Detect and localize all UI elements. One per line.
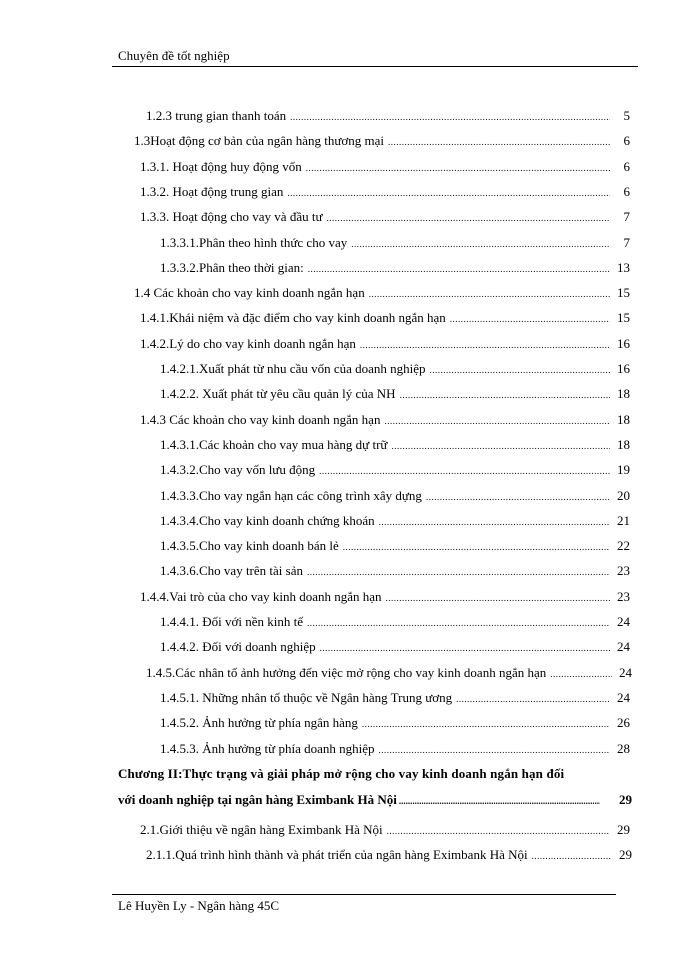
toc-dot-leader — [308, 262, 610, 276]
toc-entry-page: 16 — [617, 335, 630, 351]
toc-entry-title: 1.4.3.2.Cho vay vốn lưu động — [160, 462, 316, 478]
toc-entry-title: 1.3Hoạt động cơ bản của ngân hàng thương mại — [134, 133, 385, 149]
toc-entry-title: 1.4.2.2. Xuất phát từ yêu cầu quản lý của NH — [160, 386, 396, 402]
toc-dot-leader — [307, 616, 610, 630]
toc-entry-page: 23 — [617, 563, 630, 579]
toc-entry-title: 1.4.5.3. Ảnh hưởng từ phía doanh nghiệp — [160, 740, 375, 756]
toc-entry-title: 1.4.2.1.Xuất phát từ nhu cầu vốn của doanh nghiệp — [160, 361, 426, 376]
toc-entry-title: 1.3.1. Hoạt động huy động vốn — [140, 158, 302, 174]
toc-entry — [140, 330, 630, 352]
toc-entry-page: 6 — [623, 158, 630, 174]
footer-author: Lê Huyền Ly - Ngân hàng 45C — [118, 898, 280, 913]
toc-dot-leader — [426, 490, 610, 504]
toc-dot-leader — [456, 692, 610, 706]
toc-entry — [134, 127, 630, 149]
toc-entry-title: 1.4.2.Lý do cho vay kinh doanh ngắn hạn — [140, 335, 356, 351]
toc-entry — [160, 229, 630, 251]
toc-dot-leader — [327, 211, 610, 225]
toc-entry-page: 26 — [617, 715, 630, 731]
toc-entry-page: 6 — [623, 183, 630, 199]
toc-entry-title: 1.4.1.Khái niệm và đặc điểm cho vay kinh doanh ngắn hạn — [140, 310, 446, 326]
toc-entry — [134, 279, 630, 301]
toc-entry-title: 1.2.3 trung gian thanh toán — [146, 108, 287, 123]
toc-entry-page: 16 — [617, 361, 630, 376]
toc-entry-title: 1.4.3.4.Cho vay kinh doanh chứng khoán — [160, 512, 375, 528]
chapter-page: 29 — [619, 791, 632, 807]
toc-entry-title: 1.4.4.1. Đối với nền kinh tế — [160, 614, 303, 629]
footer-divider — [112, 894, 616, 895]
toc-entry-page: 24 — [619, 664, 632, 680]
chapter-title-line2-text: với doanh nghiệp tại ngân hàng Eximbank Hà Nội — [118, 791, 397, 807]
toc-dot-leader — [550, 667, 612, 681]
toc-entry-page: 19 — [617, 462, 630, 478]
toc-dot-leader — [319, 464, 610, 478]
document-title: Chuyên đề tốt nghiệp — [118, 48, 230, 63]
toc-dot-leader — [360, 338, 610, 352]
toc-entry — [160, 507, 630, 529]
toc-entry — [160, 456, 630, 478]
toc-entry-title: 1.4.5.2. Ảnh hưởng từ phía ngân hàng — [160, 715, 358, 731]
toc-entry-page: 13 — [617, 259, 630, 275]
toc-dot-leader — [399, 794, 600, 808]
toc-entry-page: 18 — [617, 386, 630, 402]
toc-dot-leader — [307, 565, 610, 579]
toc-entry — [146, 659, 632, 681]
toc-entry-page: 7 — [623, 209, 630, 225]
toc-entry — [160, 608, 630, 630]
toc-dot-leader — [387, 824, 610, 838]
toc-entry — [140, 178, 630, 200]
toc-dot-leader — [287, 186, 610, 200]
toc-entry-title: 1.4.3.6.Cho vay trên tài sản — [160, 563, 303, 579]
toc-entry-page: 15 — [617, 285, 630, 301]
toc-entry — [160, 684, 630, 706]
toc-entry — [140, 816, 630, 838]
toc-entry-page: 21 — [617, 512, 630, 528]
toc-entry-page: 24 — [617, 614, 630, 629]
toc-entry — [160, 633, 630, 655]
toc-entry-title: 1.4 Các khoản cho vay kinh doanh ngắn hạn — [134, 285, 365, 301]
toc-entry — [140, 406, 630, 428]
toc-dot-leader — [388, 135, 610, 149]
toc-dot-leader — [290, 110, 610, 124]
toc-entry — [160, 355, 630, 377]
toc-entry-title: 2.1.Giới thiệu về ngân hàng Eximbank Hà Nội — [140, 821, 383, 837]
toc-entry — [160, 735, 630, 757]
toc-dot-leader — [384, 414, 610, 428]
toc-entry — [160, 431, 630, 453]
toc-entry — [160, 254, 630, 276]
toc-entry-page: 18 — [617, 436, 630, 452]
toc-entry-page: 18 — [617, 411, 630, 427]
toc-entry-title: 1.4.5.Các nhân tố ảnh hưởng đến việc mở rộng cho vay kinh doanh ngắn hạn — [146, 664, 547, 680]
toc-dot-leader — [320, 641, 610, 655]
toc-dot-leader — [362, 717, 610, 731]
toc-entry — [146, 841, 632, 863]
toc-entry-title: 1.3.2. Hoạt động trung gian — [140, 183, 284, 199]
toc-entry-page: 23 — [617, 588, 630, 604]
toc-entry — [140, 203, 630, 225]
toc-dot-leader — [379, 743, 611, 757]
toc-entry — [160, 482, 630, 504]
toc-dot-leader — [430, 363, 610, 377]
toc-entry-title: 1.3.3.1.Phân theo hình thức cho vay — [160, 234, 348, 250]
toc-entry-page: 20 — [617, 487, 630, 503]
toc-entry-page: 29 — [619, 847, 632, 863]
toc-dot-leader — [450, 312, 610, 326]
toc-entry-title: 1.4.4.Vai trò của cho vay kinh doanh ngắn hạn — [140, 588, 382, 604]
toc-entry-page: 28 — [617, 740, 630, 756]
toc-entry — [160, 557, 630, 579]
toc-dot-leader — [532, 849, 612, 863]
toc-entry-title: 1.4.3.1.Các khoản cho vay mua hàng dự trữ — [160, 436, 388, 452]
toc-entry-page: 5 — [623, 108, 630, 123]
toc-entry-page: 24 — [617, 689, 630, 705]
toc-entry-title: 1.4.3.3.Cho vay ngắn hạn các công trình xây dựng — [160, 487, 422, 503]
toc-dot-leader — [369, 287, 610, 301]
toc-entry-title: 1.3.3.2.Phân theo thời gian: — [160, 259, 304, 275]
toc-dot-leader — [400, 388, 610, 402]
toc-entry — [160, 380, 630, 402]
toc-dot-leader — [379, 515, 610, 529]
toc-dot-leader — [306, 161, 610, 175]
toc-dot-leader — [391, 439, 610, 453]
toc-entry-page: 29 — [617, 821, 630, 837]
toc-entry-title: 1.4.4.2. Đối với doanh nghiệp — [160, 639, 316, 655]
toc-entry-page: 6 — [623, 133, 630, 149]
toc-entry-title: 1.4.3 Các khoản cho vay kinh doanh ngắn hạn — [140, 411, 381, 427]
toc-entry — [140, 583, 630, 605]
toc-entry-title: 1.4.5.1. Những nhân tố thuộc về Ngân hàng Trung ương — [160, 689, 453, 705]
toc-entry-page: 15 — [617, 310, 630, 326]
toc-dot-leader — [343, 540, 610, 554]
toc-entry — [140, 304, 630, 326]
toc-dot-leader — [386, 591, 610, 605]
chapter-title-line1: Chương II:Thực trạng và giải pháp mở rộng cho vay kinh doanh ngắn hạn đối — [118, 765, 565, 781]
chapter-title-line2 — [118, 792, 632, 808]
toc-entry — [140, 153, 630, 175]
toc-entry-title: 1.3.3. Hoạt động cho vay và đầu tư — [140, 209, 323, 225]
toc-entry-title: 2.1.1.Quá trình hình thành và phát triển của ngân hàng Eximbank Hà Nội — [146, 847, 528, 863]
toc-entry-page: 22 — [617, 538, 630, 554]
toc-entry-page: 7 — [623, 234, 630, 250]
toc-entry — [160, 532, 630, 554]
toc-entry-page: 24 — [617, 639, 630, 655]
toc-dot-leader — [351, 237, 610, 251]
toc-entry — [160, 709, 630, 731]
toc-entry-title: 1.4.3.5.Cho vay kinh doanh bán lẻ — [160, 538, 339, 554]
header-divider — [112, 66, 638, 67]
toc-entry — [146, 102, 630, 124]
